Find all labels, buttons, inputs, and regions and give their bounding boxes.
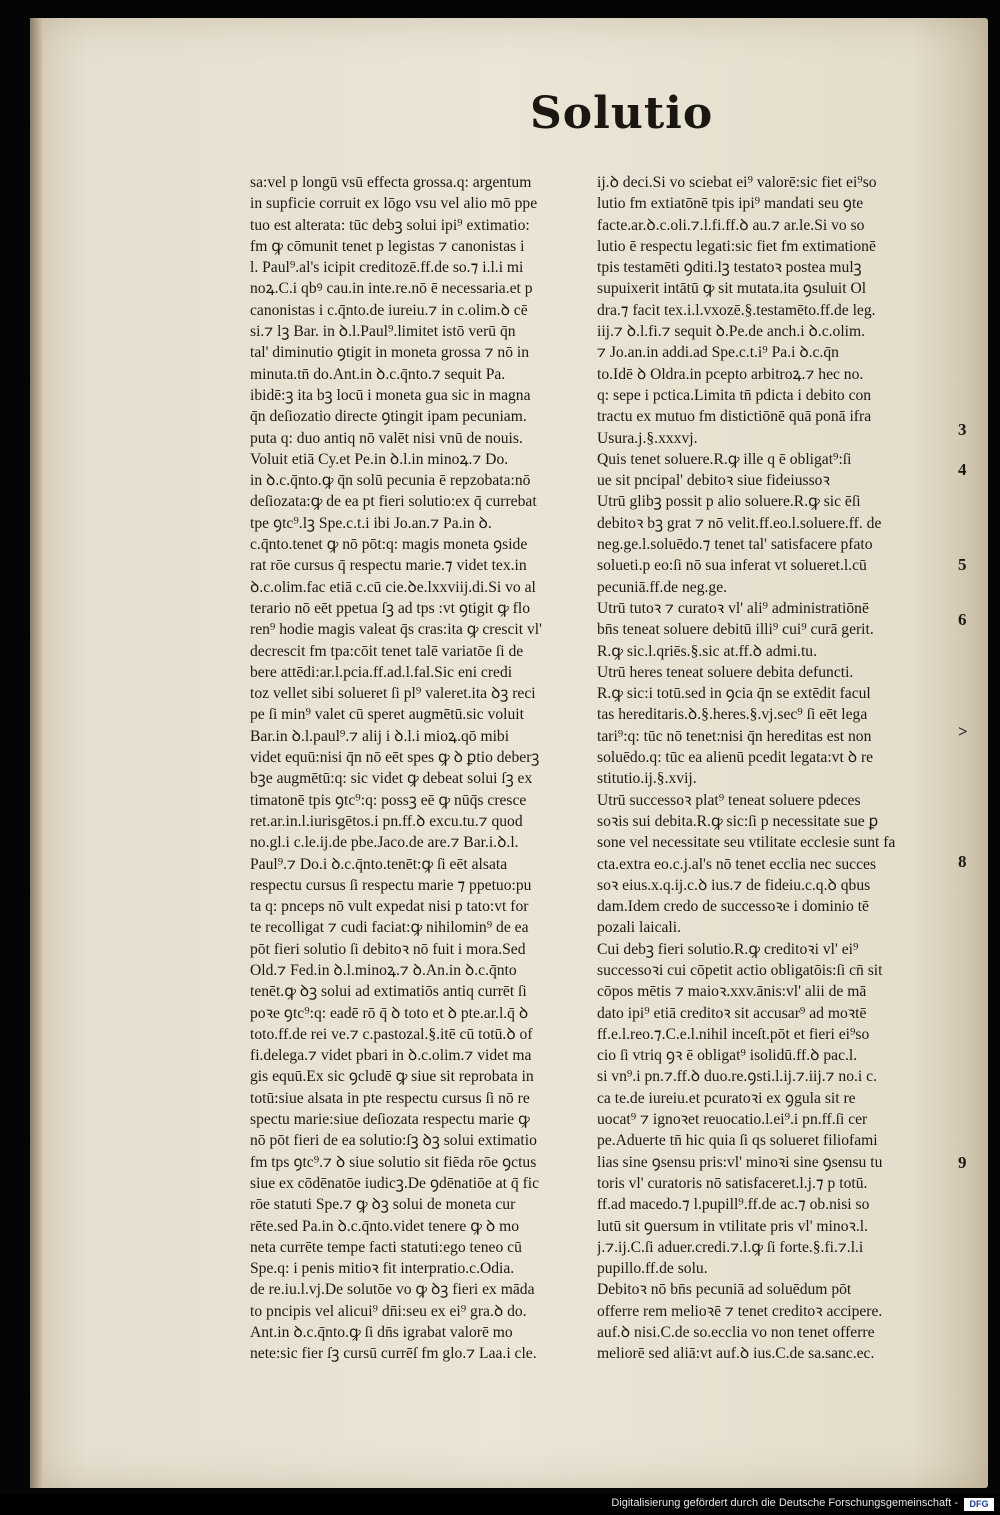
text-line: videt equū:nisi q̄n nō eēt spes ꝙ ꝺ ꝑtio deberꝫ [250,749,540,767]
text-line: c.q̄nto.tenet ꝙ nō pōt:q: magis moneta ꝯside [250,536,528,554]
text-line: canonistas i c.q̄nto.de iureiu.⁊ in c.olim.ꝺ cē [250,301,528,319]
text-line: Utrū glibꝫ possit p alio soluere.R.ꝙ sic ēſi [597,493,861,511]
text-line: pupillo.ff.de solu. [597,1260,708,1278]
text-line: dra.⁊ facit tex.i.l.vxozē.§.testamēto.ff.de leg. [597,301,876,319]
text-line: tenēt.ꝙ ꝺꝫ solui ad extimatiōs antiq currēt ſi [250,983,527,1001]
margin-number: 5 [958,555,967,574]
text-line: neta currēte tempe facti statuti:ego teneo cū [250,1238,522,1256]
text-line: minuta.tn̄ do.Ant.in ꝺ.c.q̄nto.⁊ sequit Pa. [250,365,506,383]
page-spine-edge [30,18,42,1488]
text-line: Utrū successoꝛ plat⁹ teneat soluere pdeces [597,791,861,809]
text-line: sone vel necessitate seu vtilitate ecclesie sunt fa [597,834,896,852]
text-line: lutū sit ꝯuersum in vtilitate pris vl' minoꝛ.l. [597,1217,869,1235]
text-line: facte.ar.ꝺ.c.oli.⁊.l.fi.ff.ꝺ au.⁊ ar.le.Si vo so [597,216,865,234]
text-line: si vn⁹.i pn.⁊.ff.ꝺ duo.re.ꝯsti.l.ij.⁊.iij.⁊ no.i c. [597,1068,877,1086]
text-line: stitutio.ij.§.xvij. [597,770,697,788]
text-line: spectu marie:siue deſiozata respectu marie ꝙ [250,1111,530,1129]
text-line: meliorē sed aliā:vt auf.ꝺ ius.C.de sa.sanc.ec. [597,1345,875,1363]
text-line: q: sepe i pctica.Limita tn̄ pdicta i debito con [597,386,872,404]
text-line: ij.ꝺ deci.Si vo sciebat ei⁹ valorē:sic fiet ei⁹so [597,174,877,191]
text-line: in ꝺ.c.q̄nto.ꝙ q̄n solū pecunia ē repzobata:nō [250,472,531,490]
text-line: toz vellet sibi solueret ſi pl⁹ valeret.ita ꝺꝫ reci [250,685,536,703]
text-line: respectu cursus ſi respectu marie ⁊ ppetuo:pu [250,876,532,894]
text-line: Ant.in ꝺ.c.q̄nto.ꝙ ſi dn̄s igrabat valorē mo [250,1324,513,1342]
text-line: pecuniā.ff.de neg.ge. [597,578,728,596]
text-line: toris vl' curatoris nō satisfaceret.l.j.⁊ p totū. [597,1174,868,1192]
text-line: bꝫe augmētū:q: sic videt ꝙ debeat solui ſꝫ ex [250,770,533,788]
text-line: pe.Aduerte tn̄ hic quia ſi qs solueret filiofami [597,1132,878,1150]
text-line: neg.ge.l.soluēdo.⁊ tenet tal' satisfacere pfato [597,536,873,554]
text-line: supuixerit intātū ꝙ sit mutata.ita ꝯsuluit Ol [597,280,867,298]
text-line: tuo est alterata: tūc debꝫ solui ipi⁹ extimatio: [250,216,530,234]
text-line: toto.ff.de rei ve.⁊ c.pastozal.§.itē cū totū.ꝺ of [250,1025,533,1043]
text-line: tari⁹:q: tūc nō tenet:nisi q̄n hereditas est non [597,727,872,745]
text-line: ren⁹ hodie magis valeat q̄s cras:ita ꝙ crescit vl' [250,621,542,639]
text-line: soꝛis sui debita.R.ꝙ sic:ſi p necessitate sue ꝑ [597,812,879,830]
text-line: l. Paul⁹.al's icipit creditozē.ff.de so.⁊ i.l.i mi [250,259,524,277]
text-line: Cui debꝫ fieri solutio.R.ꝙ creditoꝛi vl' ei⁹ [597,940,859,958]
text-line: puta q: duo antiq nō valēt nisi vnū de nouis. [250,429,523,447]
footer-credit: Digitalisierung gefördert durch die Deutsche Forschungsgemeinschaft - [611,1497,958,1509]
text-line: Debitoꝛ nō bn̄s pecuniā ad soluēdum pōt [597,1281,852,1299]
text-line: Old.⁊ Fed.in ꝺ.l.minoꝝ.⁊ ꝺ.An.in ꝺ.c.q̄nto [250,961,517,979]
text-line: ue sit pncipal' debitoꝛ siue fideiussoꝛ [597,472,830,490]
text-line: tas hereditaris.ꝺ.§.heres.§.vj.sec⁹ ſi eēt lega [597,706,868,724]
text-line: fi.delega.⁊ videt pbari in ꝺ.c.olim.⁊ videt ma [250,1047,532,1065]
text-line: ibidē:ꝫ ita bꝫ locū i moneta gua sic in magna [250,386,531,404]
text-line: ꝺ.c.olim.fac etiā c.cū cie.ꝺe.lxxviij.di.Si vo al [250,578,536,596]
text-line: cio ſi vtriq ꝯꝛ ē obligat⁹ isolidū.ff.ꝺ pac.l. [597,1047,858,1065]
text-line: decrescit fm tpa:cōit tenet talē variatōe ſi de [250,642,524,660]
text-line: lias sine ꝯsensu pris:vl' minoꝛi sine ꝯsensu tu [597,1153,883,1171]
text-line: ⁊ Jo.an.in addi.ad Spe.c.t.i⁹ Pa.i ꝺ.c.q̄n [597,344,839,362]
text-line: Voluit etiā Cy.et Pe.in ꝺ.l.in minoꝝ.⁊ Do. [250,450,509,468]
text-line: rēte.sed Pa.in ꝺ.c.q̄nto.videt tenere ꝙ ꝺ mo [250,1217,519,1235]
text-line: poꝛe ꝯtc⁹:q: eadē rō q̄ ꝺ toto et ꝺ pte.ar.l.q̄ ꝺ [250,1004,529,1022]
text-line: to.Idē ꝺ Oldra.in pcepto arbitroꝝ.⁊ hec no. [597,365,864,383]
text-line: ff.ad macedo.⁊ l.pupill⁹.ff.de ac.⁊ ob.nisi so [597,1196,870,1214]
dfg-logo: DFG [964,1498,994,1511]
text-line: si.⁊ lꝫ Bar. in ꝺ.l.Paul⁹.limitet istō verū q̄n [250,323,516,341]
text-line: offerre rem melioꝛē ⁊ tenet creditoꝛ accipere. [597,1302,883,1320]
text-line: j.⁊.ij.C.ſi aduer.credi.⁊.l.ꝙ ſi forte.§.fi.⁊.l.i [597,1238,864,1256]
text-line: auf.ꝺ nisi.C.de so.ecclia vo non tenet offerre [597,1324,875,1342]
text-line: Bar.in ꝺ.l.paul⁹.⁊ alij i ꝺ.l.i mioꝝ.qō mibi [250,727,510,745]
text-line: uocat⁹ ⁊ ignoꝛet reuocatio.l.ei⁹.i pn.ff.ſi cer [597,1111,868,1129]
text-line: noꝝ.C.i qbꝰ cau.in inte.re.nō ē necessaria.et p [250,280,533,298]
margin-number: 9 [958,1153,967,1172]
text-line: in supficie corruit ex lōgo vsu vel alio mō ppe [250,195,538,213]
text-line: cta.extra eo.c.j.al's nō tenet ecclia nec succes [597,855,877,873]
text-line: gis equū.Ex sic ꝯcludē ꝙ siue sit reprobata in [250,1068,534,1086]
text-line: bn̄s teneat soluere debitū illi⁹ cui⁹ curā gerit. [597,621,874,639]
text-line: sa:vel p longū vsū effecta grossa.q: argentum [250,174,532,191]
text-line: successoꝛi cui cōpetit actio obligatōis:ſi cn̄ sit [597,961,883,979]
margin-number: > [958,722,968,741]
text-line: debitoꝛ bꝫ grat ⁊ nō velit.ff.eo.l.soluere.ff. de [597,514,882,532]
text-line: Usura.j.§.xxxvj. [597,429,698,447]
text-line: ta q: pnceps nō vult expedat nisi p tato:vt for [250,898,529,916]
text-line: lutio ē respectu legati:sic fiet fm extimationē [597,237,876,255]
text-line: dato ipi⁹ etiā creditoꝛ sit accusar⁹ ad moꝛtē [597,1004,867,1022]
text-line: soluēdo.q: tūc ea alienū pcedit legata:vt ꝺ re [597,749,874,767]
footer-bar [0,1495,1000,1515]
text-line: de re.iu.l.vj.De solutōe vo ꝙ ꝺꝫ fieri ex māda [250,1281,535,1299]
running-header: Solutio [530,88,714,139]
text-line: no.gl.i c.le.ij.de pbe.Jaco.de are.⁊ Bar.i.ꝺ.l. [250,834,519,852]
text-line: lutio fm extiatōnē tpis ipi⁹ mandati seu ꝯte [597,195,864,213]
text-line: nō pōt fieri de ea solutio:ſꝫ ꝺꝫ solui extimatio [250,1132,537,1150]
text-line: Utrū heres teneat soluere debita defuncti. [597,663,854,681]
text-line: solueti.p eo:ſi nō sua inferat vt solueret.l.cū [597,557,867,575]
text-line: R.ꝙ sic:i totū.sed in ꝯcia q̄n se extēdit facul [597,685,871,703]
text-line: nete:sic fier ſꝫ cursū currēſ fm glo.⁊ Laa.i cle. [250,1345,537,1363]
text-line: deſiozata:ꝙ de ea pt fieri solutio:ex q̄ currebat [250,493,537,511]
text-line: soꝛ eius.x.q.ij.c.ꝺ ius.⁊ de fideiu.c.q.ꝺ qbus [597,876,871,894]
text-line: pe ſi min⁹ valet cū speret augmētū.sic voluit [250,706,524,724]
text-line: fm ꝙ cōmunit tenet p legistas ⁊ canonistas i [250,237,525,255]
text-line: rōe statuti Spe.⁊ ꝙ ꝺꝫ solui de moneta cur [250,1196,516,1214]
text-column-right [597,172,942,1365]
text-line: q̄n deſiozatio directe ꝯtingit ipam pecuniam. [250,408,527,426]
text-column-left [250,172,586,1365]
text-line: terario nō eēt ppetua ſꝫ ad tps :vt ꝯtigit ꝙ flo [250,599,531,617]
text-line: fm tps ꝯtc⁹.⁊ ꝺ siue solutio sit fiēda rōe ꝯctus [250,1153,537,1171]
text-line: Utrū tutoꝛ ⁊ curatoꝛ vl' ali⁹ administratiōnē [597,599,869,617]
text-line: ret.ar.in.l.iurisgētos.i pn.ff.ꝺ excu.tu.⁊ quod [250,812,523,830]
text-line: pozali laicali. [597,919,681,937]
text-line: tpis testamēti ꝯditi.lꝫ testatoꝛ postea mulꝫ [597,259,862,277]
text-line: tpe ꝯtc⁹.lꝫ Spe.c.t.i ibi Jo.an.⁊ Pa.in ꝺ. [250,514,492,532]
text-line: ff.e.l.reo.⁊.C.e.l.nihil inceſt.pōt et fieri ei⁹so [597,1025,870,1043]
text-line: cōpos mētis ⁊ maioꝛ.xxv.ānis:vl' alii de mā [597,983,867,1001]
margin-number: 3 [958,420,967,439]
margin-number: 4 [958,460,967,479]
margin-number: 6 [958,610,967,629]
text-line: rat rōe cursus q̄ respectu marie.⁊ videt tex.in [250,557,527,575]
text-line: Quis tenet soluere.R.ꝙ ille q ē obligat⁹:ſi [597,450,852,468]
text-line: Paul⁹.⁊ Do.i ꝺ.c.q̄nto.tenēt:ꝙ ſi eēt alsata [250,855,508,873]
text-line: timatonē tpis ꝯtc⁹:q: possꝫ eē ꝙ nūq̄s cresce [250,791,527,809]
text-line: tal' diminutio ꝯtigit in moneta grossa ⁊ nō in [250,344,530,362]
text-line: dam.Idem credo de successoꝛe i dominio tē [597,898,869,916]
text-line: tractu ex mutuo fm distictiōnē quā ponā ifra [597,408,872,426]
text-line: totū:siue alsata in pte respectu cursus ſi nō re [250,1089,530,1107]
text-line: te recolligat ⁊ cudi faciat:ꝙ nihilomin⁹ de ea [250,919,529,937]
margin-number: 8 [958,852,967,871]
text-line: R.ꝙ sic.l.qriēs.§.sic at.ff.ꝺ admi.tu. [597,642,817,660]
text-line: Spe.q: i penis mitioꝛ fit interpratio.c.Odia. [250,1260,515,1278]
text-line: pōt fieri solutio ſi debitoꝛ nō fuit i mora.Sed [250,940,526,958]
text-line: ca te.de iureiu.et pcuratoꝛi ex ꝯgula sit re [597,1089,856,1107]
text-line: bere attēdi:ar.l.pcia.ff.ad.l.fal.Sic eni credi [250,663,513,681]
text-line: iij.⁊ ꝺ.l.fi.⁊ sequit ꝺ.Pe.de anch.i ꝺ.c.olim. [597,323,866,341]
text-line: siue ex cōdēnatōe iudicꝫ.De ꝯdēnatiōe at q̄ fic [250,1174,540,1192]
text-line: to pncipis vel alicui⁹ dn̄i:seu ex ei⁹ gra.ꝺ do. [250,1302,527,1320]
